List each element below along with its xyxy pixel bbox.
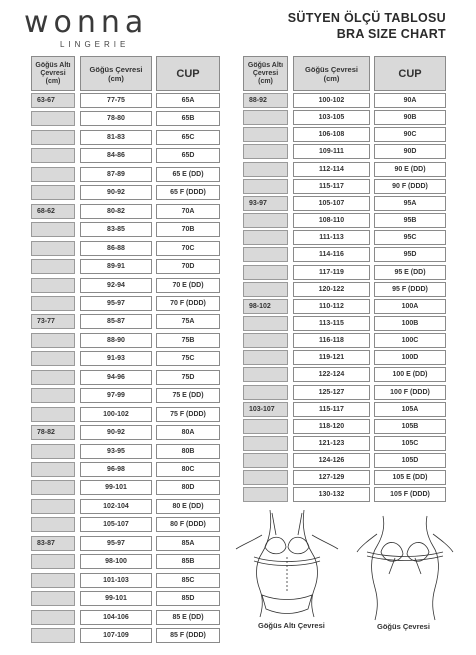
underbust-cell: 93-97	[243, 196, 288, 211]
header-underbust: Göğüs Altı Çevresi (cm)	[31, 56, 75, 91]
bust-cell: 110-112	[293, 299, 370, 314]
bust-cell: 108-110	[293, 213, 370, 228]
brand-logo	[24, 6, 204, 49]
underbust-cell	[31, 130, 75, 145]
underbust-cell	[243, 230, 288, 245]
underbust-figure-icon	[232, 505, 342, 620]
table-row	[31, 591, 221, 606]
bust-cell: 83-85	[80, 222, 152, 237]
table-row	[243, 144, 447, 159]
bust-cell: 105-107	[293, 196, 370, 211]
cup-cell: 70 F (DDD)	[156, 296, 220, 311]
table-row	[243, 470, 447, 485]
bust-cell: 99-101	[80, 591, 152, 606]
bust-cell: 89-91	[80, 259, 152, 274]
cup-cell: 100 E (DD)	[374, 367, 446, 382]
cup-cell: 85D	[156, 591, 220, 606]
bust-cell: 116-118	[293, 333, 370, 348]
cup-cell: 85 E (DD)	[156, 610, 220, 625]
bust-cell: 98-100	[80, 554, 152, 569]
bust-measure-illustration	[355, 512, 455, 631]
underbust-cell	[243, 333, 288, 348]
underbust-cell: 73-77	[31, 314, 75, 329]
cup-cell: 75B	[156, 333, 220, 348]
table-row	[31, 628, 221, 643]
underbust-cell	[31, 259, 75, 274]
cup-cell: 105 F (DDD)	[374, 487, 446, 502]
table-row	[31, 296, 221, 311]
cup-cell: 95C	[374, 230, 446, 245]
cup-cell: 65 E (DD)	[156, 167, 220, 182]
bust-cell: 107-109	[80, 628, 152, 643]
cup-cell: 105D	[374, 453, 446, 468]
cup-cell: 85 F (DDD)	[156, 628, 220, 643]
cup-cell: 90B	[374, 110, 446, 125]
table-row	[243, 230, 447, 245]
size-table-right	[243, 56, 447, 506]
underbust-cell	[31, 444, 75, 459]
cup-cell: 80A	[156, 425, 220, 440]
cup-cell: 80B	[156, 444, 220, 459]
table-row	[243, 213, 447, 228]
bust-cell: 92-94	[80, 278, 152, 293]
brand-subtitle: LINGERIE	[60, 40, 130, 49]
underbust-cell: 103-107	[243, 402, 288, 417]
bust-cell: 113-115	[293, 316, 370, 331]
bust-cell: 117-119	[293, 265, 370, 280]
cup-cell: 95 E (DD)	[374, 265, 446, 280]
underbust-cell	[243, 419, 288, 434]
underbust-cell	[243, 127, 288, 142]
cup-cell: 80 E (DD)	[156, 499, 220, 514]
cup-cell: 85C	[156, 573, 220, 588]
bust-cell: 97-99	[80, 388, 152, 403]
title-english: BRA SIZE CHART	[336, 27, 446, 41]
table-row	[243, 110, 447, 125]
cup-cell: 105B	[374, 419, 446, 434]
bust-cell: 78-80	[80, 111, 152, 126]
table-row	[243, 282, 447, 297]
table-row	[31, 370, 221, 385]
bust-cell: 127-129	[293, 470, 370, 485]
underbust-label: Göğüs Altı Çevresi	[258, 621, 325, 630]
bust-figure-icon	[355, 512, 455, 622]
table-row	[31, 425, 221, 440]
table-row	[243, 436, 447, 451]
underbust-cell: 88-92	[243, 93, 288, 108]
underbust-cell	[31, 167, 75, 182]
table-row	[31, 241, 221, 256]
cup-cell: 65A	[156, 93, 220, 108]
table-row	[31, 222, 221, 237]
underbust-cell	[243, 144, 288, 159]
bust-cell: 90-92	[80, 425, 152, 440]
bust-cell: 77-75	[80, 93, 152, 108]
underbust-cell: 83-87	[31, 536, 75, 551]
header-cup: CUP	[374, 56, 446, 91]
bust-cell: 119-121	[293, 350, 370, 365]
underbust-cell	[31, 111, 75, 126]
underbust-cell	[31, 351, 75, 366]
table-row	[31, 517, 221, 532]
underbust-cell	[243, 487, 288, 502]
underbust-cell	[243, 213, 288, 228]
bust-cell: 90-92	[80, 185, 152, 200]
bust-cell: 124-126	[293, 453, 370, 468]
underbust-cell	[243, 162, 288, 177]
cup-cell: 65B	[156, 111, 220, 126]
underbust-cell	[31, 333, 75, 348]
cup-cell: 65C	[156, 130, 220, 145]
cup-cell: 75C	[156, 351, 220, 366]
cup-cell: 75 F (DDD)	[156, 407, 220, 422]
cup-cell: 65 F (DDD)	[156, 185, 220, 200]
table-row	[243, 196, 447, 211]
bust-cell: 87-89	[80, 167, 152, 182]
table-row	[31, 554, 221, 569]
bust-cell: 100-102	[293, 93, 370, 108]
cup-cell: 95B	[374, 213, 446, 228]
bust-cell: 91-93	[80, 351, 152, 366]
underbust-cell	[31, 241, 75, 256]
cup-cell: 85B	[156, 554, 220, 569]
bust-cell: 84-86	[80, 148, 152, 163]
underbust-cell	[31, 591, 75, 606]
cup-cell: 80D	[156, 480, 220, 495]
underbust-cell	[31, 278, 75, 293]
table-row	[243, 247, 447, 262]
header-bust: Göğüs Çevresi (cm)	[293, 56, 370, 91]
cup-cell: 105A	[374, 402, 446, 417]
underbust-cell: 68-62	[31, 204, 75, 219]
table-row	[31, 388, 221, 403]
cup-cell: 95A	[374, 196, 446, 211]
table-row	[243, 487, 447, 502]
cup-cell: 70C	[156, 241, 220, 256]
table-row	[243, 402, 447, 417]
underbust-cell: 98-102	[243, 299, 288, 314]
table-row	[31, 573, 221, 588]
table-row	[31, 204, 221, 219]
underbust-cell	[31, 573, 75, 588]
underbust-measure-illustration	[232, 505, 342, 630]
underbust-cell	[243, 282, 288, 297]
table-row	[243, 367, 447, 382]
underbust-cell	[243, 367, 288, 382]
table-row	[31, 480, 221, 495]
underbust-cell	[243, 470, 288, 485]
bust-cell: 105-107	[80, 517, 152, 532]
table-row	[31, 610, 221, 625]
table-row	[243, 316, 447, 331]
header-underbust: Göğüs Altı Çevresi (cm)	[243, 56, 288, 91]
bust-cell: 88-90	[80, 333, 152, 348]
bust-cell: 109-111	[293, 144, 370, 159]
cup-cell: 90 F (DDD)	[374, 179, 446, 194]
cup-cell: 95D	[374, 247, 446, 262]
size-table-left	[31, 56, 221, 646]
underbust-cell: 63-67	[31, 93, 75, 108]
header-bust: Göğüs Çevresi (cm)	[80, 56, 152, 91]
underbust-cell	[243, 179, 288, 194]
bust-cell: 106-108	[293, 127, 370, 142]
underbust-cell	[31, 462, 75, 477]
underbust-cell	[31, 517, 75, 532]
table-row	[31, 536, 221, 551]
bust-cell: 104-106	[80, 610, 152, 625]
cup-cell: 70D	[156, 259, 220, 274]
table-row	[31, 314, 221, 329]
cup-cell: 65D	[156, 148, 220, 163]
underbust-cell	[31, 222, 75, 237]
bust-cell: 118-120	[293, 419, 370, 434]
table-row	[243, 333, 447, 348]
bust-cell: 93-95	[80, 444, 152, 459]
bust-cell: 103-105	[293, 110, 370, 125]
bust-cell: 111-113	[293, 230, 370, 245]
bust-cell: 100-102	[80, 407, 152, 422]
cup-cell: 70A	[156, 204, 220, 219]
table-row	[31, 278, 221, 293]
bust-cell: 80-82	[80, 204, 152, 219]
table-row	[31, 130, 221, 145]
bust-cell: 120-122	[293, 282, 370, 297]
table-row	[31, 93, 221, 108]
title-turkish: SÜTYEN ÖLÇÜ TABLOSU	[287, 11, 446, 25]
table-row	[243, 179, 447, 194]
table-row	[243, 419, 447, 434]
page-title	[288, 10, 446, 42]
cup-cell: 90C	[374, 127, 446, 142]
bust-cell: 121-123	[293, 436, 370, 451]
table-row	[31, 333, 221, 348]
cup-cell: 70B	[156, 222, 220, 237]
table-row	[31, 111, 221, 126]
underbust-cell	[31, 388, 75, 403]
table-row	[31, 351, 221, 366]
cup-cell: 70 E (DD)	[156, 278, 220, 293]
underbust-cell	[31, 610, 75, 625]
underbust-cell	[243, 316, 288, 331]
cup-cell: 100D	[374, 350, 446, 365]
table-row	[243, 127, 447, 142]
underbust-cell	[31, 148, 75, 163]
bust-cell: 114-116	[293, 247, 370, 262]
bust-cell: 115-117	[293, 179, 370, 194]
table-row	[243, 93, 447, 108]
table-row	[31, 148, 221, 163]
cup-cell: 105 E (DD)	[374, 470, 446, 485]
underbust-cell	[243, 436, 288, 451]
cup-cell: 100A	[374, 299, 446, 314]
table-row	[31, 407, 221, 422]
cup-cell: 80 F (DDD)	[156, 517, 220, 532]
table-row	[31, 185, 221, 200]
underbust-cell	[31, 480, 75, 495]
table-row	[31, 259, 221, 274]
cup-cell: 75A	[156, 314, 220, 329]
underbust-cell	[243, 385, 288, 400]
bust-cell: 96-98	[80, 462, 152, 477]
underbust-cell	[31, 407, 75, 422]
bust-cell: 86-88	[80, 241, 152, 256]
underbust-cell: 78-82	[31, 425, 75, 440]
underbust-cell	[31, 296, 75, 311]
cup-cell: 105C	[374, 436, 446, 451]
underbust-cell	[31, 628, 75, 643]
bust-cell: 125-127	[293, 385, 370, 400]
bust-cell: 81-83	[80, 130, 152, 145]
bust-cell: 99-101	[80, 480, 152, 495]
table-row	[31, 167, 221, 182]
underbust-cell	[31, 499, 75, 514]
table-row	[243, 162, 447, 177]
cup-cell: 100B	[374, 316, 446, 331]
table-row	[243, 299, 447, 314]
cup-cell: 100 F (DDD)	[374, 385, 446, 400]
table-row	[31, 444, 221, 459]
bust-cell: 102-104	[80, 499, 152, 514]
bust-cell: 94-96	[80, 370, 152, 385]
table-row	[243, 265, 447, 280]
cup-cell: 90 E (DD)	[374, 162, 446, 177]
cup-cell: 75 E (DD)	[156, 388, 220, 403]
cup-cell: 75D	[156, 370, 220, 385]
cup-cell: 95 F (DDD)	[374, 282, 446, 297]
underbust-cell	[31, 370, 75, 385]
table-row	[243, 453, 447, 468]
cup-cell: 80C	[156, 462, 220, 477]
table-row	[243, 350, 447, 365]
underbust-cell	[243, 453, 288, 468]
underbust-cell	[31, 554, 75, 569]
bust-cell: 130-132	[293, 487, 370, 502]
bust-cell: 85-87	[80, 314, 152, 329]
bust-cell: 112-114	[293, 162, 370, 177]
header-cup: CUP	[156, 56, 220, 91]
bust-label: Göğüs Çevresi	[377, 622, 430, 631]
table-row	[31, 462, 221, 477]
cup-cell: 90D	[374, 144, 446, 159]
underbust-cell	[243, 265, 288, 280]
bust-cell: 101-103	[80, 573, 152, 588]
bust-cell: 95-97	[80, 296, 152, 311]
table-row	[243, 385, 447, 400]
cup-cell: 100C	[374, 333, 446, 348]
bust-cell: 115-117	[293, 402, 370, 417]
cup-cell: 90A	[374, 93, 446, 108]
underbust-cell	[31, 185, 75, 200]
underbust-cell	[243, 350, 288, 365]
bust-cell: 95-97	[80, 536, 152, 551]
table-row	[31, 499, 221, 514]
underbust-cell	[243, 247, 288, 262]
cup-cell: 85A	[156, 536, 220, 551]
brand-name: wonna	[24, 5, 149, 40]
underbust-cell	[243, 110, 288, 125]
bust-cell: 122-124	[293, 367, 370, 382]
